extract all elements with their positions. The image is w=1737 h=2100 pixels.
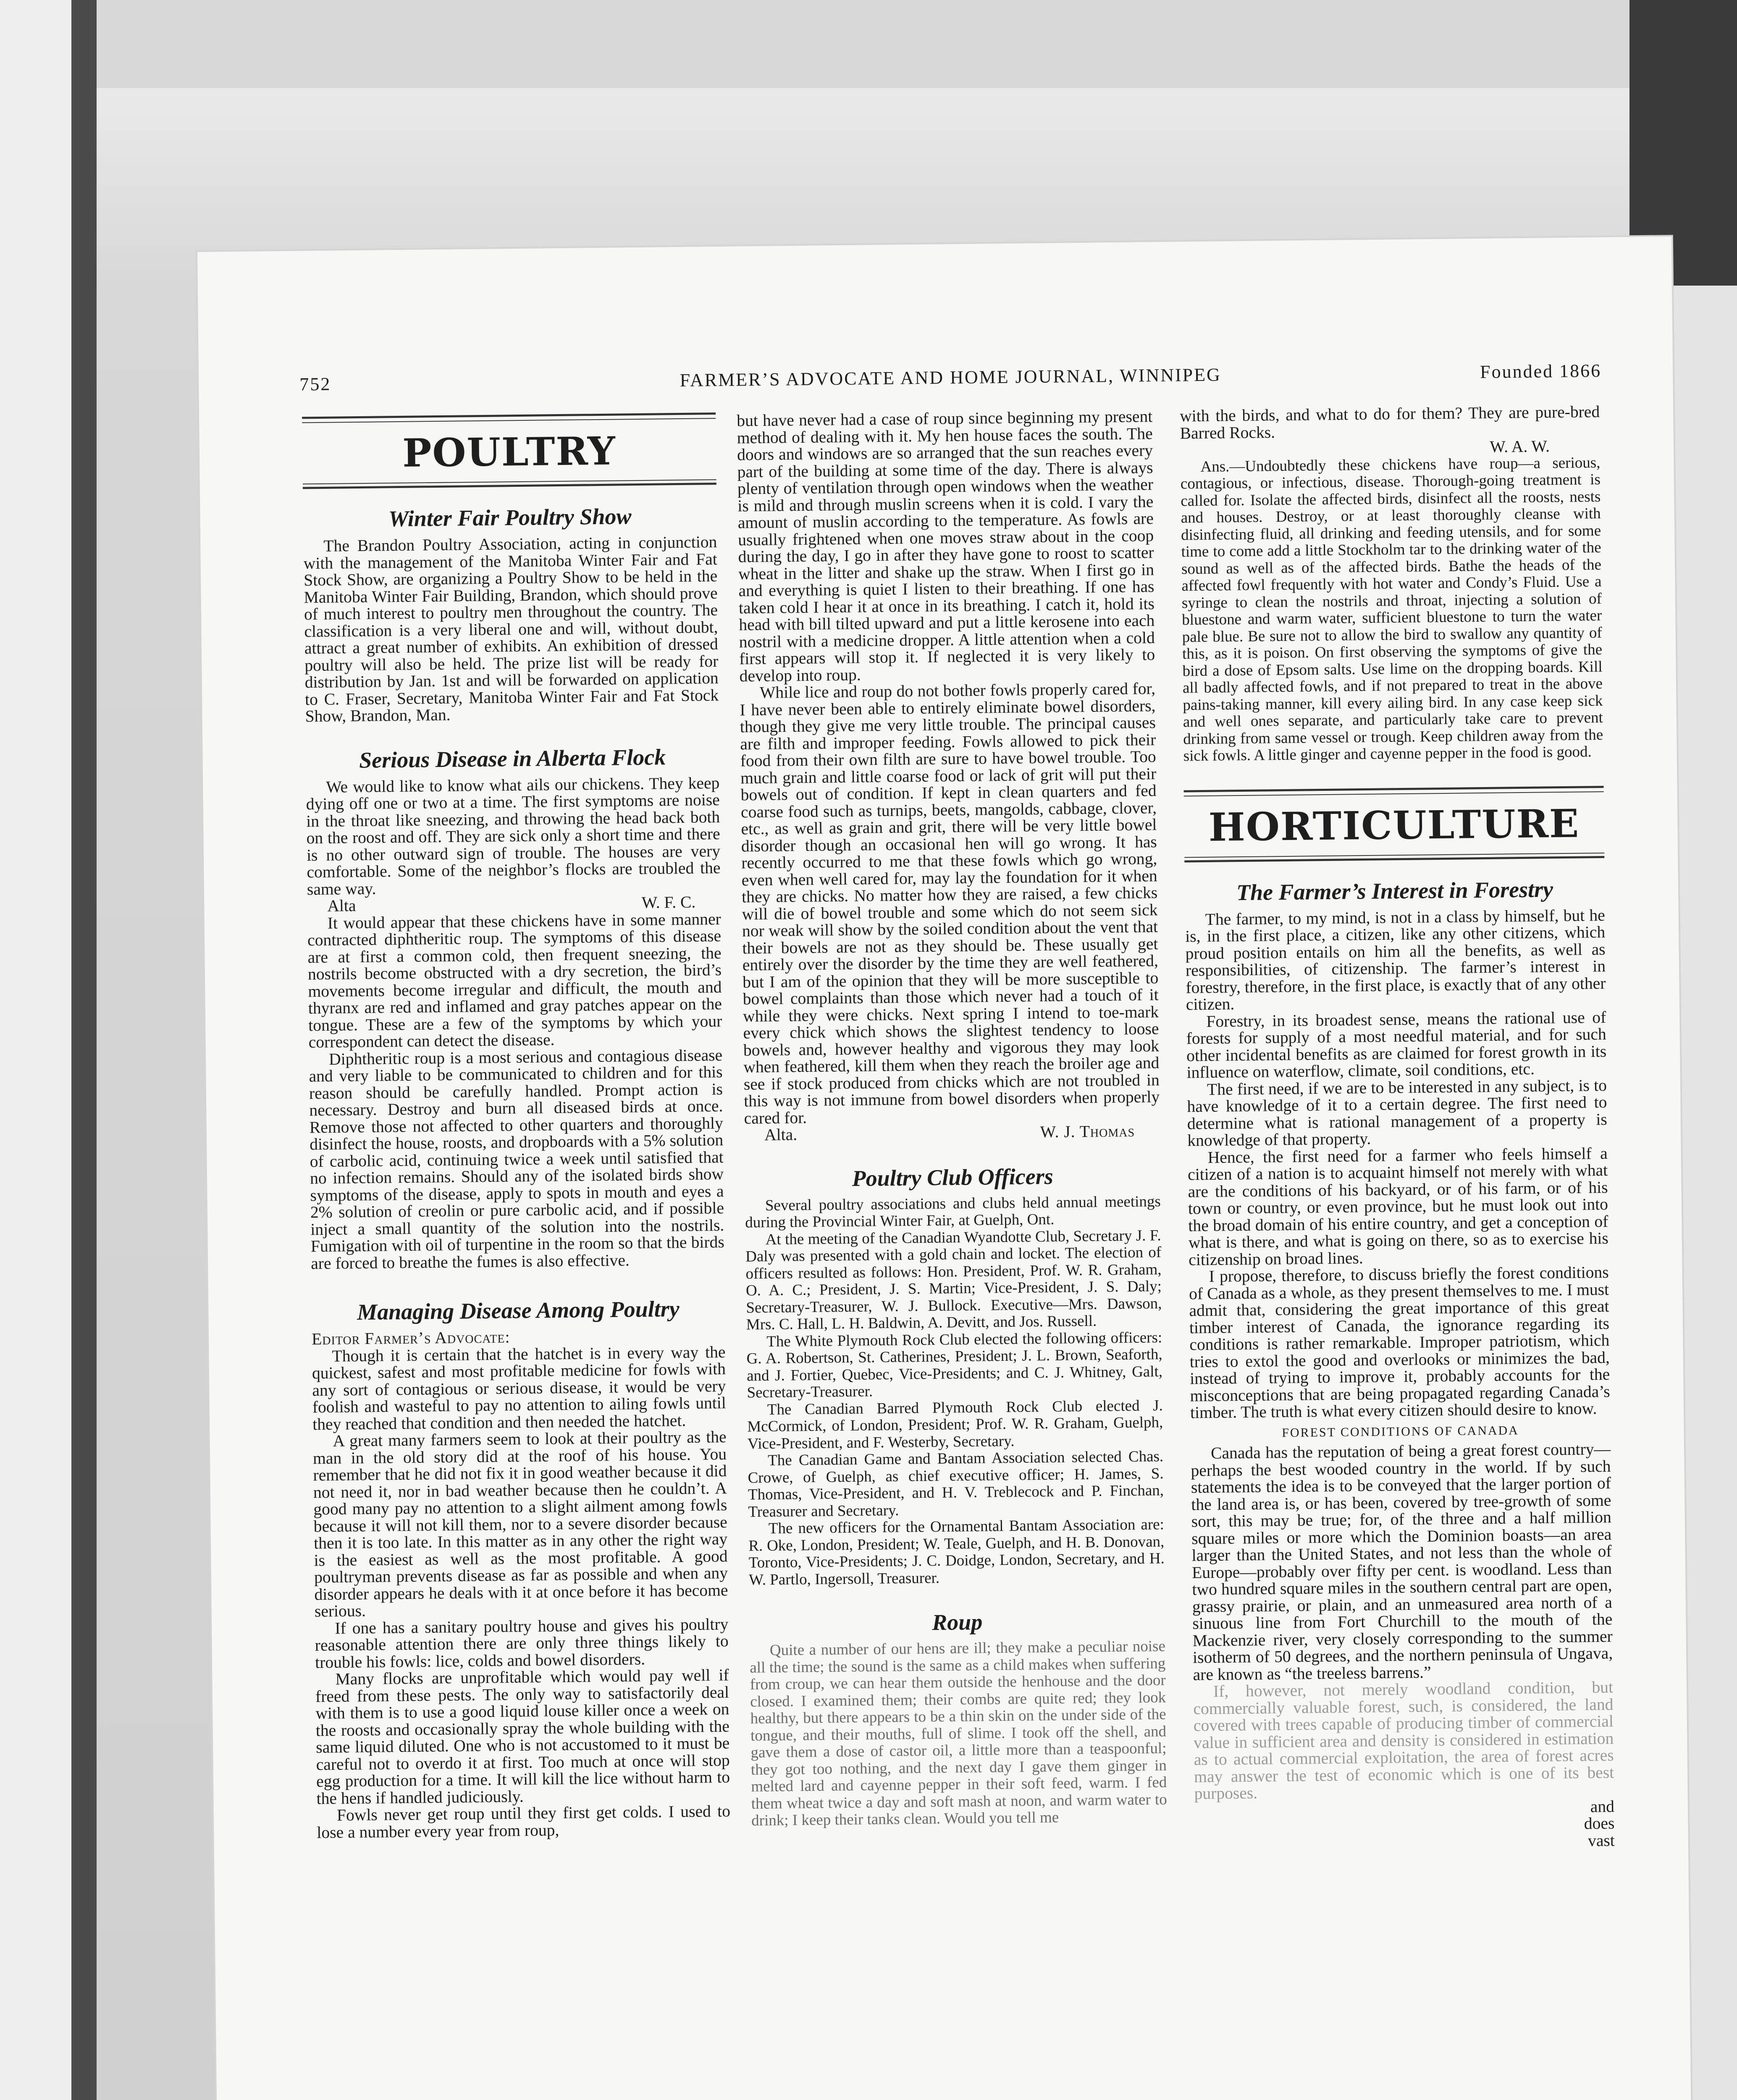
article-paragraph: Forestry, in its broadest sense, means the rational use of forests for supply of a most needful material, and for such other incidental benefits as are claimed for forest growth in its influence on waterflow, climate, soil conditions, etc.: [1186, 1008, 1607, 1082]
trailing-word: does: [1584, 1814, 1615, 1833]
signature-place: Alta: [327, 896, 356, 915]
founded-line: Founded 1866: [1480, 360, 1602, 383]
section-rule: [302, 412, 716, 419]
section-rule: [302, 418, 716, 423]
answer-paragraph: It would appear that these chickens have in some manner contracted diphtheritic roup. The symptoms of this disease are at first a common cold, then frequent sneezing, the nostrils become obstructed with a dry secretion, the bird’s movements become irregular and difficult, the mouth and thyranx are red and inflamed and gray patches appear on the tongue. These are a few of the symptoms by which your correspondent can detect the disease.: [307, 909, 722, 1052]
article-paragraph: While lice and roup do not bother fowls properly cared for, I have never been able to entirely eliminate bowel disorders, though they give me very little trouble. The principal causes are filth and improper feeding. Fowls allowed to pick their food from their own filth are sure to have bowel trouble. Too much grain and little coarse food or lack of grit will put their bowels out of condition. If kept in clean quarters and fed coarse food such as turnips, beets, mangolds, cabbage, clover, etc., as well as grain and grit, there will be very little bowel disorder though an occasional hen will go wrong. It has recently occurred to me that these fowls which go wrong, even when well cared for, may lay the foundation for it when they are chicks. No matter how they are raised, a few chicks will die of bowel trouble and some which do not seem sick nor weak will show by the soiled condition about the vent that their bowels are not as they should be. These usually get entirely over the disorder by the time they are well feathered, but I am of the opinion that they will be more susceptible to bowel complaints than those which never had a touch of it while they were chicks. Next spring I intend to toe-mark every chick which shows the slightest tendency to loose bowels and, however healthy and vigorous they may look when feathered, kill them when they reach the broiler age and see if stock produced from chicks which are not troubled in this way is not immune from bowel disorders when properly cared for.: [740, 679, 1160, 1127]
signature-name: W. J. Thomas: [1040, 1121, 1135, 1142]
column-3: [1180, 403, 1615, 1853]
subheading: FOREST CONDITIONS OF CANADA: [1282, 1423, 1519, 1440]
salutation: Editor Farmer’s Advocate:: [311, 1328, 510, 1349]
article-paragraph: The first need, if we are to be interested in any subject, is to have knowledge of it to a certain degree. The first need to determine what is rational management of a property is knowledge of that property.: [1187, 1076, 1608, 1150]
page-number: 752: [299, 373, 331, 395]
article-paragraph: but have never had a case of roup since beginning my present method of dealing with it. My hen house faces the south. The doors and windows are so arranged that the sun reaches every part of the building at some time of the day. There is always plenty of ventilation through open windows when the weather is mild and through muslin screens when it is cold. I vary the amount of muslin according to the temperature. As fowls are usually frightened when one moves straw about in the coop during the day, I go in after they have gone to roost to scatter wheat in the litter and shake up the straw. When I first go in and everything is quiet I listen to their breathing. If one has taken cold I hear it at once in its breathing. I catch it, hold its head with bill tilted upward and put a little kerosene into each nostril with a medicine dropper. A little attention when a cold first appears will stop it. If neglected it is very likely to develop into roup.: [737, 407, 1155, 685]
signature-place: Alta.: [764, 1125, 798, 1144]
article-paragraph: Canada has the reputation of being a great forest country—perhaps the best wooded country in the world. If by such statements the idea is to be conveyed that the larger portion of the land area is, or has been, covered by tree-growth of some sort, this may be true; for, of the three and a half million square miles or more which the Dominion boasts—an area larger than the United States, and not less than the whole of Europe—probably over fifty per cent. is woodland. Less than two hundred square miles in the southern central part are open, grassy prairie, or plain, and an unmeasured area north of a sinuous line from Fort Churchill to the mouth of the Mackenzie river, very closely corresponding to the summer isotherm of 50 degrees, and the northern peninsula of Ungava, are known as “the treeless barrens.”: [1191, 1439, 1613, 1684]
article-paragraph: At the meeting of the Canadian Wyandotte Club, Secretary J. F. Daly was presented with a gold chain and locket. The election of officers resulted as follows: Hon. President, Prof. W. R. Graham, O. A. C.; President, J. S. Martin; Vice-President, J. S. Daly; Secretary-Treasurer, W. J. Bullock. Executive—Mrs. Dawson, Mrs. C. Hall, L. H. Baldwin, A. Devitt, and Jos. Russell.: [745, 1226, 1162, 1334]
article-paragraph: A great many farmers seem to look at their poultry as the man in the old story did at the roof of his house. You remember that he did not fix it in good weather because it did not need it, nor in bad weather because then he couldn’t. A good many pay no attention to a slight ailment among fowls because it will not kill them, nor to a severe disorder because then it is too late. In this matter as in any other the right way is the easiest as well as the most profitable. A good poultryman prevents disease as far as possible and when any disorder appears he deals with it at once before it has become serious.: [312, 1427, 728, 1621]
article-paragraph: Fowls never get roup until they first get colds. I used to lose a number every year from roup,: [317, 1801, 731, 1842]
trailing-word: and: [1590, 1797, 1615, 1816]
reader-question-end: with the birds, and what to do for them? They are pure-bred Barred Rocks.: [1179, 402, 1600, 443]
trailing-word: vast: [1587, 1831, 1615, 1850]
publication-title: FARMER’S ADVOCATE AND HOME JOURNAL, WINNIPEG: [680, 364, 1221, 391]
article-paragraph: If one has a sanitary poultry house and gives his poultry reasonable attention there are only three things likely to trouble his fowls: lice, colds and bowel disorders.: [315, 1614, 729, 1672]
article-title-forestry: The Farmer’s Interest in Forestry: [1236, 876, 1553, 905]
article-title-alberta-flock: Serious Disease in Alberta Flock: [359, 744, 666, 773]
reader-question: Quite a number of our hens are ill; they make a peculiar noise all the time; the sound is the same as a child makes when suffering from croup, we can hear them outside the henhouse and the door closed. I examined them; their combs are quite red; they look healthy, but there appears to be a thin skin on the under side of the tongue, and their mouths, full of slime. I took off the shell, and gave them a dose of castor oil, a little more than a teaspoonful; they got too nothing, and the next day I gave them ginger in melted lard and cayenne pepper in their soft feed, warm. I fed them wheat twice a day and soft mash at noon, and warm water to drink; I keep their tanks clean. Would you tell me: [750, 1638, 1167, 1830]
article-body: The Brandon Poultry Association, acting in conjunction with the management of the Manitoba Winter Fair and Fat Stock Show, are organizing a Poultry Show to be held in the Manitoba Winter Fair Building, Brandon, which should prove of much interest to poultry men throughout the country. The classification is a very liberal one and will, without doubt, attract a great number of exhibits. An exhibition of dressed poultry will also be held. The prize list will be ready for distribution by Jan. 1st and will be forwarded on application to C. Fraser, Secretary, Manitoba Winter Fair and Fat Stock Show, Brandon, Man.: [303, 533, 719, 726]
answer-paragraph: Diphtheritic roup is a most serious and contagious disease and very liable to be communicated to children and for this reason should be carefully handled. Prompt action is necessary. Destroy and burn all diseased birds at once. Remove those not affected to other quarters and thoroughly disinfect the house, roosts, and dropboards with a 5% solution of carbolic acid, continuing twice a week until satisfied that no infection remains. Should any of the isolated birds show symptoms of the disease, apply to spots in mouth and eyes a 2% solution of creolin or pure carbolic acid, and if possible inject a small quantity of the solution into the nostrils. Fumigation with oil of turpentine in the room so that the birds are forced to breathe the fumes is also effective.: [309, 1045, 724, 1273]
answer-paragraph: Ans.—Undoubtedly these chickens have roup—a serious, contagious, or infectious, disease. Thorough-going treatment is called for. Isolate the affected birds, disinfect all the roosts, nests and houses. Destroy, or at least thoroughly cleanse with disinfecting fluid, all drinking and feeding utensils, and for some time to come add a little Stockholm tar to the drinking water of the sound as well as of the affected birds. Bathe the heads of the affected fowl frequently with hot water and Condy’s Fluid. Use a syringe to clean the nostrils and throat, injecting a solution of bluestone and warm water, sufficient bluestone to turn the water pale blue. Be sure not to allow the bird to swallow any quantity of this, as it is poison. On first observing the symptoms of give the bird a dose of Epsom salts. Use lime on the dropping boards. Kill all badly affected fowls, and if not prepared to treat in the above pains-taking manner, kill every ailing bird. In any case keep sick and well ones separate, and particularly take care to prevent drinking from same vessel or trough. Keep children away from the sick fowls. A little ginger and cayenne pepper in the food is good.: [1180, 454, 1603, 765]
reader-question: We would like to know what ails our chickens. They keep dying off one or two at a time. The first symptoms are noise in the throat like sneezing, and throwing the head back both on the roost and off. They are sick only a short time and there is no other outward sign of trouble. The houses are very comfortable. Some of the neighbor’s flocks are troubled the same way.: [306, 773, 721, 898]
article-paragraph: The new officers for the Ornamental Bantam Association are: R. Oke, London, President; W. Teale, Guelph, and H. B. Donovan, Toronto, Vice-Presidents; J. C. Doidge, London, Secretary, and H. W. Partlo, Ingersoll, Treasurer.: [748, 1516, 1165, 1588]
signature-name: W. F. C.: [641, 892, 696, 912]
section-rule: [1184, 791, 1604, 796]
column-1: [302, 412, 730, 1841]
page-header: [299, 360, 1602, 403]
article-paragraph: I propose, therefore, to discuss briefly the forest conditions of Canada as a whole, as they present themselves to me. I must admit that, considering the great importance of this great timber interest of Canada, the ignorance regarding its conditions is rather remarkable. Improper patriotism, which tries to extol the good and overlooks or minimizes the bad, instead of trying to improve it, probably accounts for the misconceptions that are being propagated regarding Canada’s timber. The truth is what every citizen should desire to know.: [1189, 1263, 1610, 1422]
section-heading-poultry: POULTRY: [402, 428, 617, 476]
newspaper-page: [197, 236, 1695, 2100]
article-title-club-officers: Poultry Club Officers: [852, 1163, 1053, 1191]
film-top-area: [97, 0, 1629, 88]
article-title-winter-fair: Winter Fair Poultry Show: [388, 504, 632, 532]
article-paragraph: The Canadian Barred Plymouth Rock Club elected J. McCormick, of London, President; Prof. W. R. Graham, Guelph, Vice-President, and F. Westerby, Secretary.: [747, 1396, 1163, 1452]
column-2: [737, 408, 1167, 1830]
film-margin-left: [0, 0, 71, 2100]
article-title-roup: Roup: [931, 1609, 983, 1635]
signature-name: W. A. W.: [1490, 437, 1550, 456]
article-paragraph: Several poultry associations and clubs held annual meetings during the Provincial Winter Fair, at Guelph, Ont.: [745, 1192, 1161, 1231]
officers-list: [745, 1193, 1165, 1589]
article-paragraph: If, however, not merely woodland condition, but commercially valuable forest, such, is considered, the land covered with trees capable of producing timber of commercial value in sufficient area and density is considered in estimation as to actual commercial exploitation, the area of forest acres may answer the test of economic which is one of its best purposes.: [1193, 1677, 1614, 1803]
article-paragraph: Many flocks are unprofitable which would pay well if freed from these pests. The only way to satisfactorily deal with them is to use a good liquid louse killer once a week on the roosts and occasionally spray the whole building with the same liquid diluted. One who is not accustomed to it must be careful not to overdo it at first. Too much at once will stop egg production for a time. It will kill the lice without harm to the hens if handled judiciously.: [315, 1665, 730, 1808]
article-title-managing-disease: Managing Disease Among Poultry: [357, 1296, 680, 1325]
film-dark-band: [71, 0, 97, 2100]
article-paragraph: The Canadian Game and Bantam Association selected Chas. Crowe, of Guelph, as chief executive officer; H. James, S. Thomas, Vice-President, and H. V. Treblecock and P. Finchan, Treasurer and Secretary.: [748, 1448, 1164, 1520]
section-heading-horticulture: HORTICULTURE: [1208, 801, 1580, 850]
article-paragraph: The White Plymouth Rock Club elected the following officers: G. A. Robertson, St. Catherines, President; J. L. Brown, Seaforth, and J. Fortier, Quebec, Vice-Presidents; and C. J. Whitney, Galt, Secretary-Treasurer.: [746, 1328, 1163, 1402]
article-paragraph: Though it is certain that the hatchet is in every way the quickest, safest and most profitable medicine for fowls with any sort of contagious or serious disease, it would be very foolish and wasteful to pay no attention to ailing fowls until they reached that condition and then needed the hatchet.: [312, 1342, 726, 1433]
article-paragraph: Hence, the first need for a farmer who feels himself a citizen of a nation is to acquaint himself not merely with what are the conditions of his backyard, or of his farm, or of his town or country, or even province, but he must look out into the broad domain of his entire country, and get a conception of what is there, and what is going on there, so as to exercise his citizenship on broad lines.: [1187, 1144, 1609, 1269]
article-paragraph: The farmer, to my mind, is not in a class by himself, but he is, in the first place, a citizen, like any other citizens, which proud position entails on him all the benefits, as well as responsibilities, of citizenship. The farmer’s interest in forestry, therefore, in the first place, is exactly that of any other citizen.: [1185, 906, 1606, 1014]
